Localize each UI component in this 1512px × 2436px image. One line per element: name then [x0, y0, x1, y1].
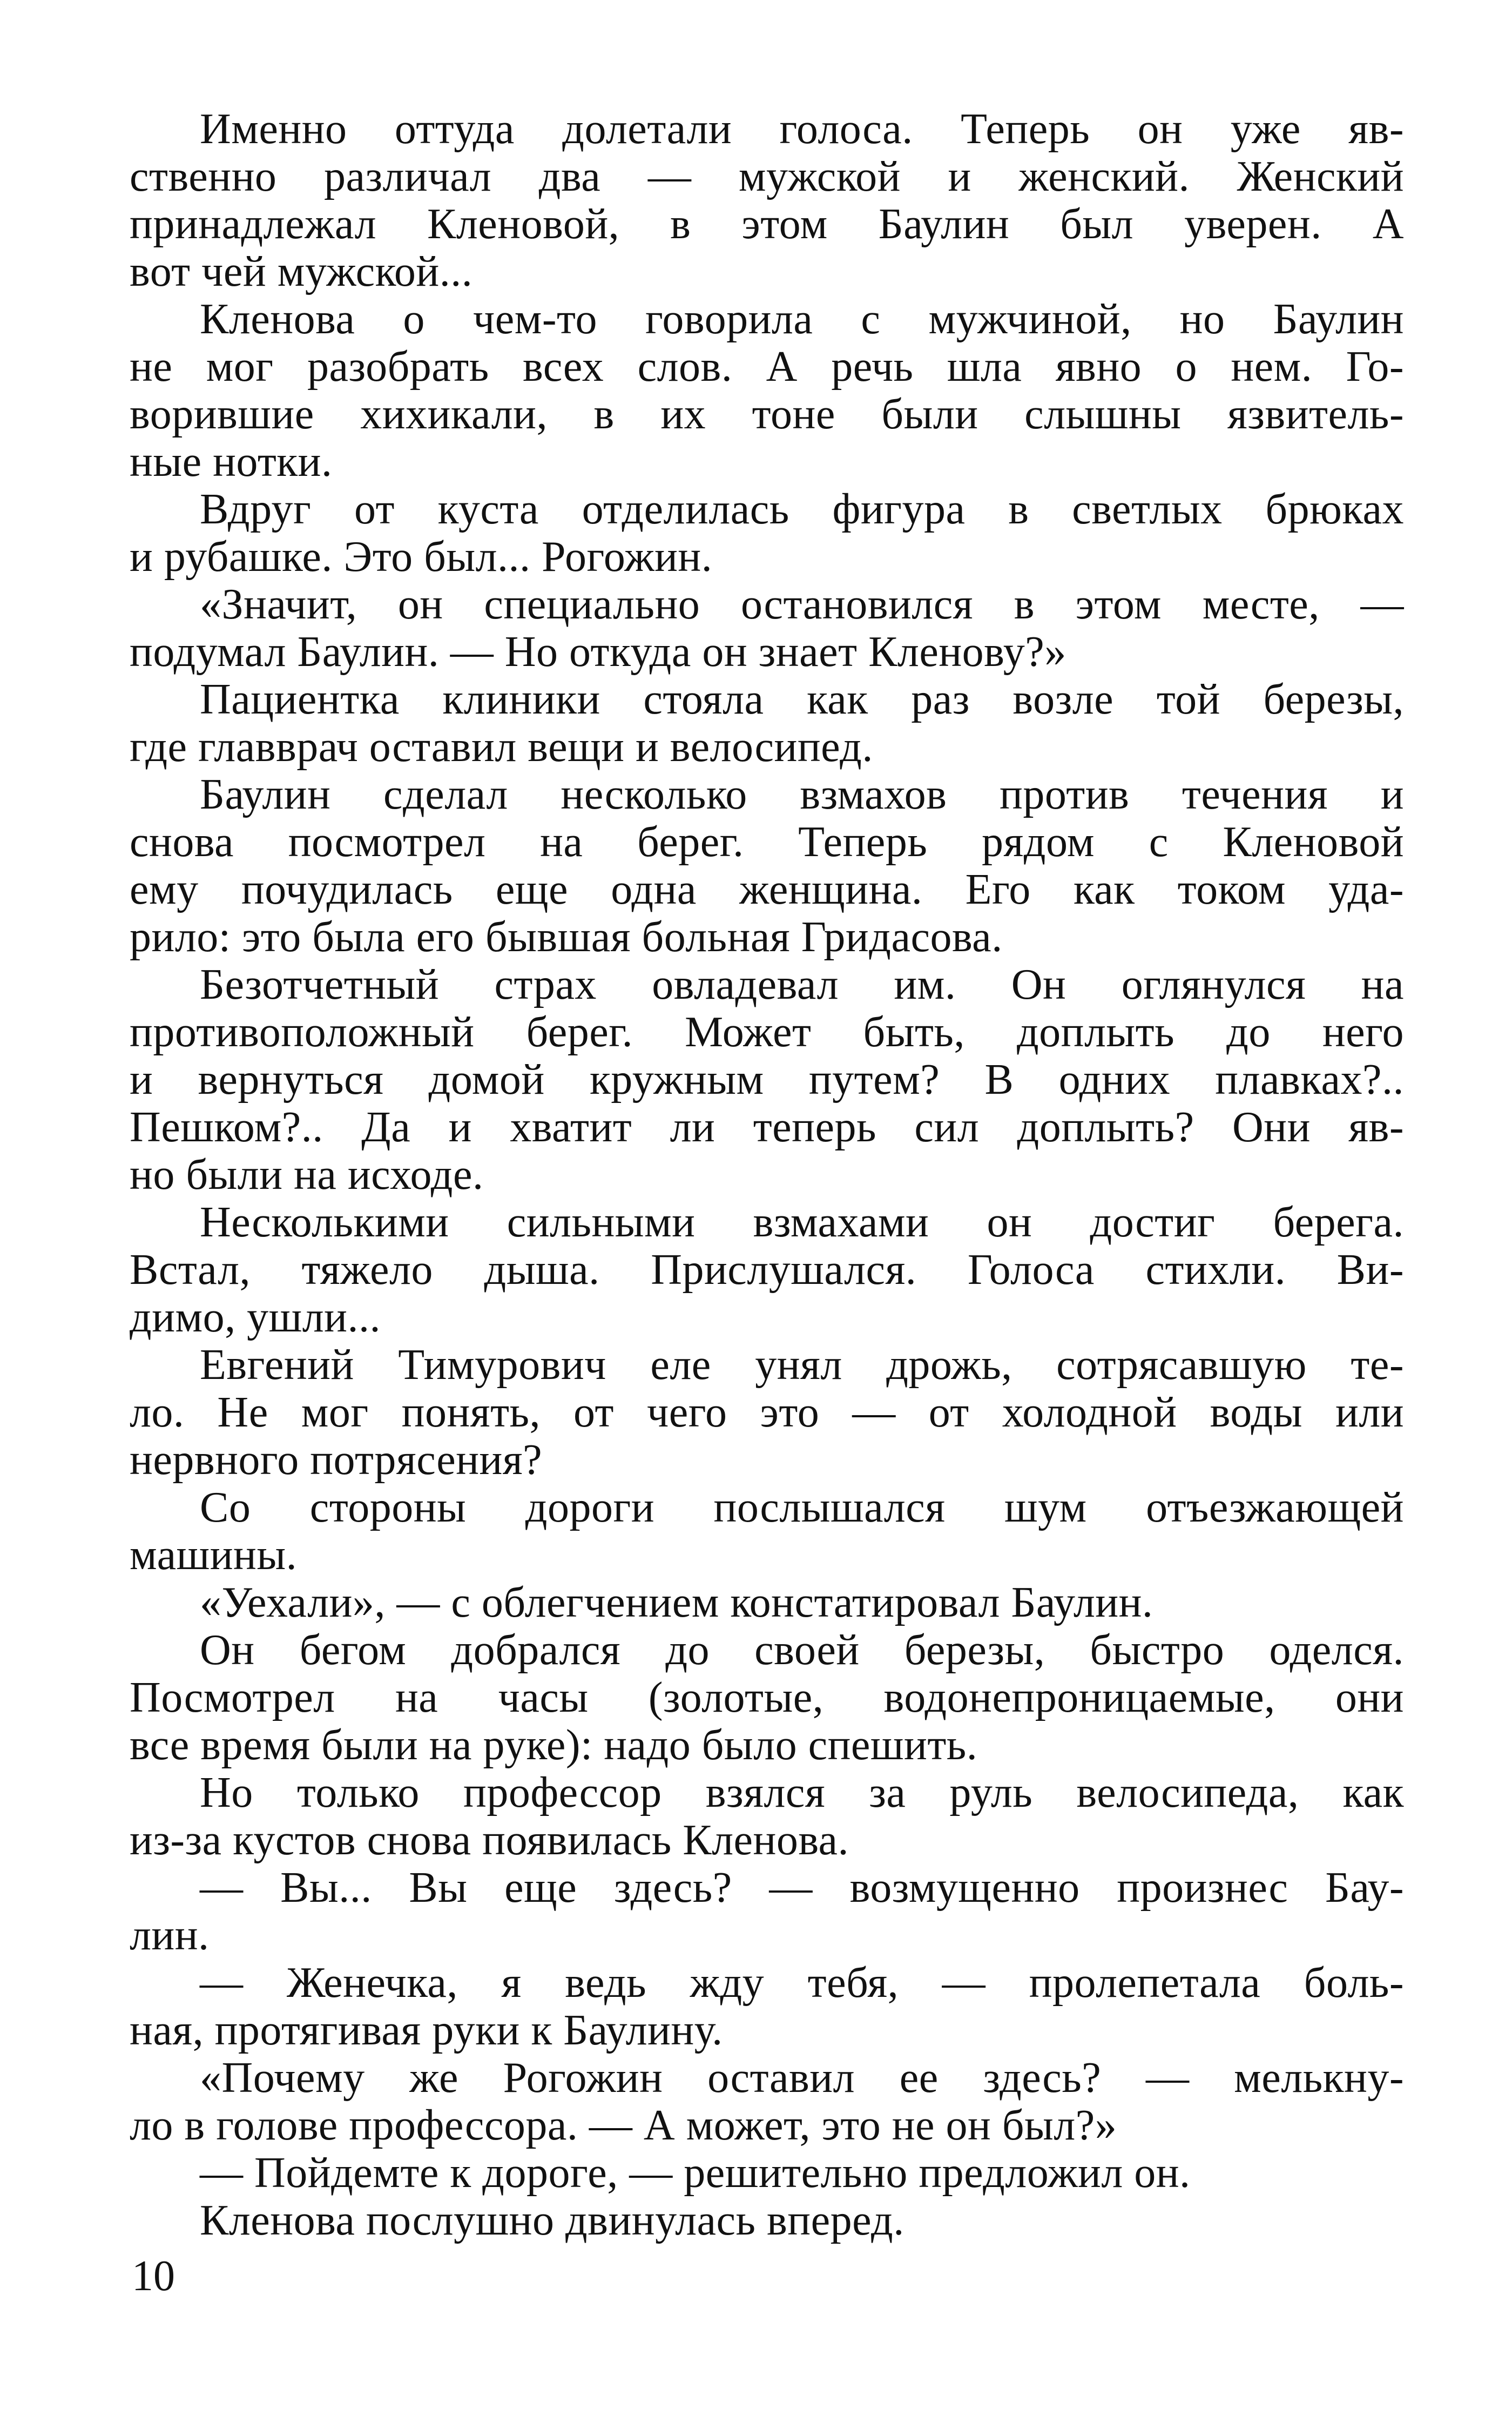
text-line: нервного потрясения? [130, 1436, 543, 1484]
text-line: вот чей мужской... [130, 248, 473, 295]
text-line: — Вы... Вы еще здесь? — возмущенно произнес Бау- [200, 1864, 1404, 1912]
text-line: Евгений Тимурович еле унял дрожь, сотрясавшую те- [200, 1341, 1404, 1389]
text-line: Баулин сделал несколько взмахов против течения и [200, 771, 1404, 818]
text-line: Кленова послушно двинулась вперед. [200, 2197, 905, 2244]
text-line: все время были на руке): надо было спешить. [130, 1721, 978, 1769]
text-line: Вдруг от куста отделилась фигура в светлых брюках [200, 486, 1404, 533]
text-line: ная, протягивая руки к Баулину. [130, 2007, 723, 2054]
text-line: Но только профессор взялся за руль велосипеда, как [200, 1769, 1404, 1816]
text-line: ло. Не мог понять, от чего это — от холодной воды или [130, 1389, 1404, 1436]
text-line: «Почему же Рогожин оставил ее здесь? — мелькну- [200, 2054, 1404, 2102]
text-line: ные нотки. [130, 438, 333, 486]
text-line: ло в голове профессора. — А может, это не он был?» [130, 2102, 1117, 2149]
page-number: 10 [132, 2252, 175, 2300]
text-line: снова посмотрел на берег. Теперь рядом с Кленовой [130, 818, 1404, 866]
text-line: димо, ушли... [130, 1294, 381, 1341]
text-line: Кленова о чем-то говорила с мужчиной, но Баулин [200, 295, 1404, 343]
text-line: Пациентка клиники стояла как раз возле той березы, [200, 676, 1404, 723]
text-line: Пешком?.. Да и хватит ли теперь сил доплыть? Они яв- [130, 1103, 1404, 1151]
text-line: машины. [130, 1531, 298, 1579]
text-line: — Пойдемте к дороге, — решительно предложил он. [200, 2149, 1191, 2197]
text-line: лин. [130, 1912, 210, 1959]
text-line: Именно оттуда долетали голоса. Теперь он уже яв- [200, 105, 1404, 153]
text-line: — Женечка, я ведь жду тебя, — пролепетала боль- [200, 1959, 1404, 2007]
text-line: подумал Баулин. — Но откуда он знает Кленову?» [130, 628, 1066, 676]
text-line: «Уехали», — с облегчением констатировал Баулин. [200, 1579, 1153, 1626]
text-line: не мог разобрать всех слов. А речь шла явно о нем. Го- [130, 343, 1404, 391]
text-line: но были на исходе. [130, 1151, 484, 1199]
text-line: Несколькими сильными взмахами он достиг берега. [200, 1199, 1404, 1246]
book-page-text [130, 105, 1404, 2244]
text-line: ворившие хихикали, в их тоне были слышны язвитель- [130, 391, 1404, 438]
text-line: и рубашке. Это был... Рогожин. [130, 533, 713, 581]
text-line: Посмотрел на часы (золотые, водонепроницаемые, они [130, 1674, 1404, 1721]
text-line: «Значит, он специально остановился в этом месте, — [200, 581, 1404, 628]
text-line: Со стороны дороги послышался шум отъезжающей [200, 1484, 1404, 1531]
text-line: Он бегом добрался до своей березы, быстро оделся. [200, 1626, 1404, 1674]
text-line: ственно различал два — мужской и женский. Женский [130, 153, 1404, 200]
text-line: противоположный берег. Может быть, доплыть до него [130, 1008, 1404, 1056]
text-line: рило: это была его бывшая больная Гридасова. [130, 913, 1003, 961]
text-line: и вернуться домой кружным путем? В одних плавках?.. [130, 1056, 1404, 1103]
text-line: где главврач оставил вещи и велосипед. [130, 723, 873, 771]
text-line: Безотчетный страх овладевал им. Он оглянулся на [200, 961, 1404, 1008]
text-line: Встал, тяжело дыша. Прислушался. Голоса стихли. Ви- [130, 1246, 1404, 1294]
text-line: принадлежал Кленовой, в этом Баулин был уверен. А [130, 200, 1404, 248]
text-line: ему почудилась еще одна женщина. Его как током уда- [130, 866, 1404, 913]
text-line: из-за кустов снова появилась Кленова. [130, 1816, 849, 1864]
